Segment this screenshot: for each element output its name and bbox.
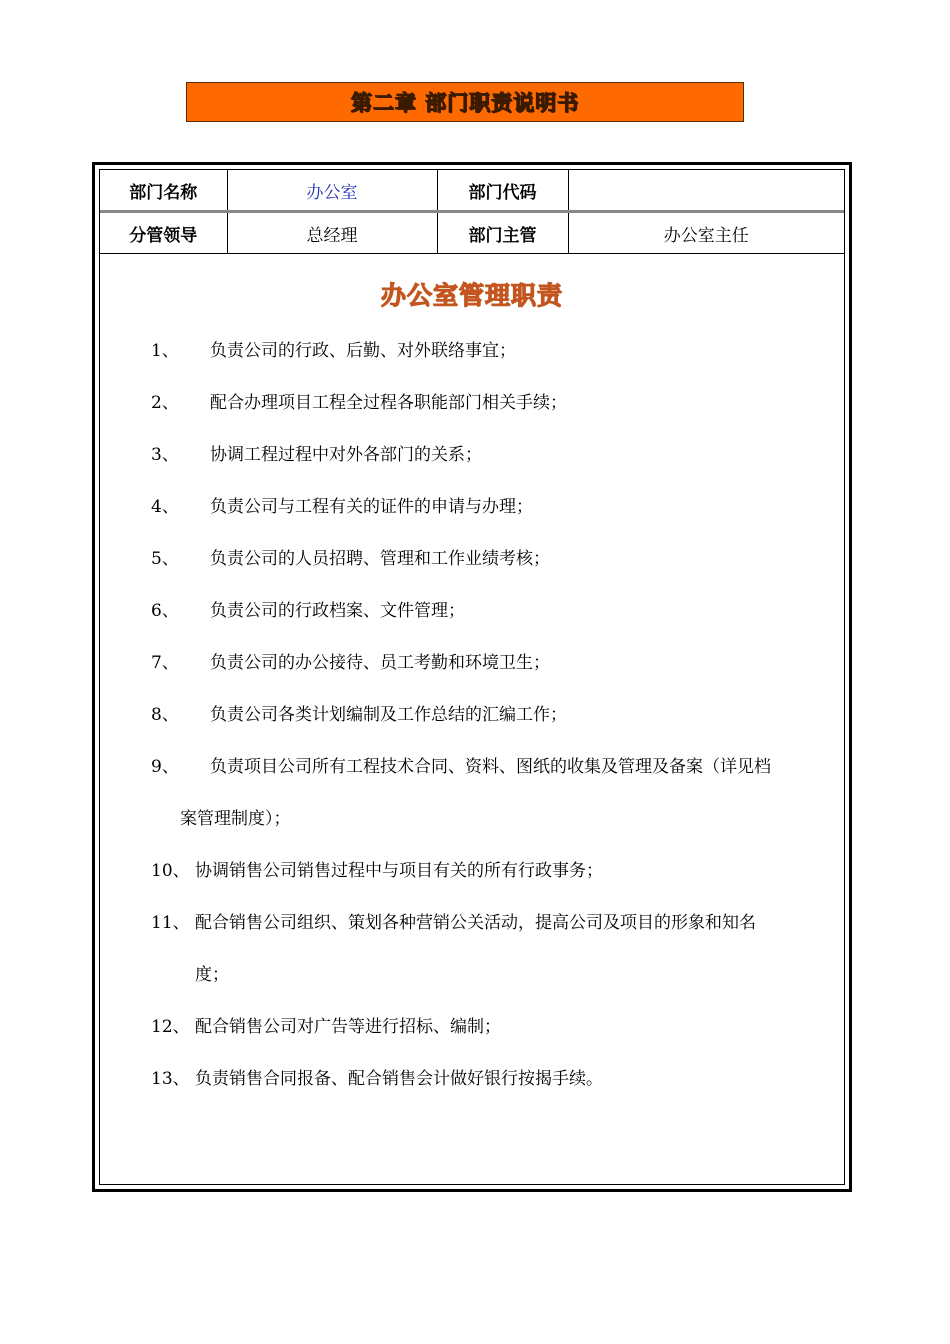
dept-code-label: 部门代码 <box>437 170 568 212</box>
dept-name-value: 办公室 <box>227 170 437 212</box>
duty-number: 10、 <box>151 861 190 881</box>
duty-number: 11、 <box>151 913 190 933</box>
duty-frame <box>92 162 852 1192</box>
duty-frame-inner <box>99 169 845 1185</box>
leader-label: 分管领导 <box>100 212 227 254</box>
info-row-2 <box>100 212 844 254</box>
duty-text: 协调销售公司销售过程中与项目有关的所有行政事务； <box>195 861 603 881</box>
dept-name-label: 部门名称 <box>100 170 227 212</box>
duty-number: 12、 <box>151 1017 190 1037</box>
department-info-table <box>100 170 844 254</box>
duty-text: 配合销售公司组织、策划各种营销公关活动，提高公司及项目的形象和知名 <box>195 913 756 933</box>
duty-text-continuation: 案管理制度）； <box>180 809 291 829</box>
duty-text: 负责公司的行政档案、文件管理； <box>210 601 465 621</box>
section-title: 办公室管理职责 <box>380 281 563 310</box>
duty-text: 负责公司的办公接待、员工考勤和环境卫生； <box>210 653 550 673</box>
duty-text: 负责公司的行政、后勤、对外联络事宜； <box>210 341 516 361</box>
duty-text: 负责销售合同报备、配合销售会计做好银行按揭手续。 <box>195 1069 603 1089</box>
duty-number: 6、 <box>151 601 179 621</box>
supervisor-label: 部门主管 <box>437 212 568 254</box>
duty-text-continuation: 度； <box>195 965 229 985</box>
duty-number: 8、 <box>151 705 179 725</box>
leader-value: 总经理 <box>227 212 437 254</box>
chapter-title: 第二章 部门职责说明书 <box>350 91 580 115</box>
duty-number: 1、 <box>151 341 179 361</box>
duty-text: 负责公司各类计划编制及工作总结的汇编工作； <box>210 705 567 725</box>
duty-number: 2、 <box>151 393 179 413</box>
duty-number: 4、 <box>151 497 179 517</box>
dept-code-value <box>568 170 844 212</box>
duty-number: 3、 <box>151 445 179 465</box>
duty-number: 7、 <box>151 653 179 673</box>
duty-number: 5、 <box>151 549 179 569</box>
duty-number: 9、 <box>151 757 179 777</box>
supervisor-value: 办公室主任 <box>568 212 844 254</box>
duty-text: 配合销售公司对广告等进行招标、编制； <box>195 1017 501 1037</box>
duty-text: 负责公司的人员招聘、管理和工作业绩考核； <box>210 549 550 569</box>
duty-text: 负责项目公司所有工程技术合同、资料、图纸的收集及管理及备案（详见档 <box>210 757 771 777</box>
info-row-1 <box>100 170 844 212</box>
duty-text: 配合办理项目工程全过程各职能部门相关手续； <box>210 393 567 413</box>
chapter-banner <box>186 82 744 122</box>
duty-number: 13、 <box>151 1069 190 1089</box>
duty-text: 负责公司与工程有关的证件的申请与办理； <box>210 497 533 517</box>
duty-text: 协调工程过程中对外各部门的关系； <box>210 445 482 465</box>
